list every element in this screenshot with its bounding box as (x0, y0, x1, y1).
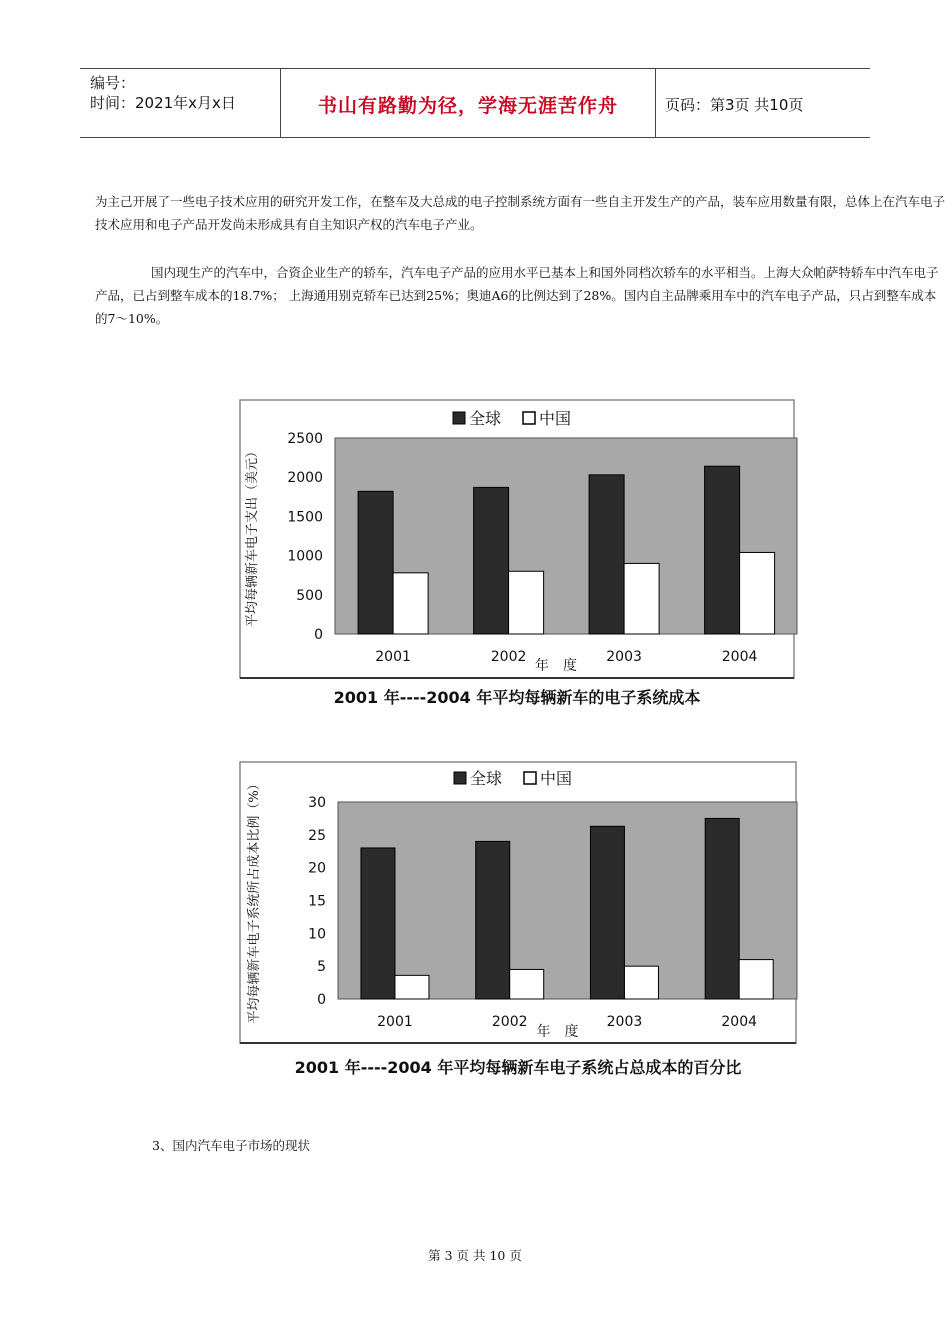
bar-china (624, 966, 658, 999)
bar-global (474, 487, 509, 634)
bar-china (739, 960, 773, 999)
y-tick-label: 500 (296, 587, 323, 604)
header-page-cell (655, 69, 870, 137)
time-label: 时间：2021年x月x日 (90, 94, 236, 112)
x-tick-label: 2001 (377, 1014, 413, 1030)
paragraph-2: 国内现生产的汽车中，合资企业生产的轿车，汽车电子产品的应用水平已基本上和国外同档次轿车的水平相当。上海大众帕萨特轿车中汽车电子产品，已占到整车成本的18.7%； 上海通用别克轿车已达到25%；奥迪A6的比例达到了28%。国内自主品牌乘用车中的汽车电子产品，只占到整车成本的7～10%。 (95, 265, 939, 326)
page-footer: 第 3 页 共 10 页 (428, 1248, 522, 1263)
x-tick-label: 2002 (490, 649, 527, 665)
header-meta (80, 69, 280, 137)
legend-label-global: 全球 (469, 409, 502, 428)
y-tick-label: 2000 (287, 470, 323, 487)
chart-title: 2001 年----2004 年平均每辆新车的电子系统成本 (333, 688, 701, 707)
bar-global (358, 491, 393, 634)
legend-label-global: 全球 (470, 769, 503, 788)
legend-swatch-global (454, 772, 466, 784)
legend-swatch-global (453, 412, 465, 424)
y-axis-label: 平均每辆新车电子系统所占成本比例（%） (247, 777, 262, 1024)
page-header (80, 68, 870, 138)
bar-china (510, 969, 544, 999)
legend-swatch-china (523, 412, 535, 424)
header-motto-cell (280, 69, 656, 137)
y-axis-label: 平均每辆新车电子支出（美元） (245, 444, 260, 628)
legend-label-china: 中国 (539, 409, 572, 428)
legend-swatch-china (524, 772, 536, 784)
bar-china (393, 573, 428, 634)
chart-cost (238, 398, 800, 716)
bar-china (624, 563, 659, 634)
chart-cost-svg (238, 398, 800, 716)
y-tick-label: 0 (317, 992, 326, 1008)
motto: 书山有路勤为径，学海无涯苦作舟 (317, 95, 618, 117)
y-tick-label: 15 (308, 893, 326, 910)
bar-global (589, 475, 624, 634)
chart-percent (238, 760, 800, 1085)
bar-china (395, 975, 429, 999)
legend-label-china: 中国 (540, 769, 573, 788)
bar-china (509, 571, 544, 634)
x-axis-label: 年 度 (536, 1024, 579, 1040)
chart-percent-svg (238, 760, 800, 1085)
bar-global (590, 826, 624, 999)
x-axis-label: 年 度 (535, 658, 577, 674)
bar-global (476, 841, 510, 999)
x-tick-label: 2004 (721, 649, 758, 665)
y-tick-label: 5 (317, 959, 326, 976)
x-tick-label: 2003 (606, 649, 642, 665)
x-tick-label: 2002 (491, 1014, 528, 1030)
y-tick-label: 1500 (287, 509, 323, 526)
paragraph-1: 为主己开展了一些电子技术应用的研究开发工作，在整车及大总成的电子控制系统方面有一些自主开发生产的产品，装车应用数量有限，总体上在汽车电子技术应用和电子产品开发尚未形成具有自主知识产权的汽车电子产业。 (95, 194, 946, 232)
bar-global (705, 818, 739, 999)
bar-global (705, 466, 740, 634)
y-tick-label: 2500 (287, 431, 323, 447)
y-tick-label: 10 (308, 926, 326, 943)
y-tick-label: 1000 (287, 548, 323, 565)
y-tick-label: 25 (308, 827, 326, 844)
bar-global (361, 848, 395, 999)
x-tick-label: 2003 (606, 1014, 643, 1030)
y-tick-label: 20 (308, 860, 326, 877)
bar-china (740, 552, 775, 634)
page-label: 页码：第3页 共10页 (665, 96, 804, 114)
x-tick-label: 2001 (375, 649, 411, 665)
section-heading: 3、国内汽车电子市场的现状 (152, 1138, 310, 1153)
y-tick-label: 30 (308, 795, 326, 811)
number-label: 编号： (90, 74, 136, 92)
chart-title: 2001 年----2004 年平均每辆新车电子系统占总成本的百分比 (294, 1058, 742, 1077)
x-tick-label: 2004 (721, 1014, 758, 1030)
y-tick-label: 0 (314, 627, 323, 643)
